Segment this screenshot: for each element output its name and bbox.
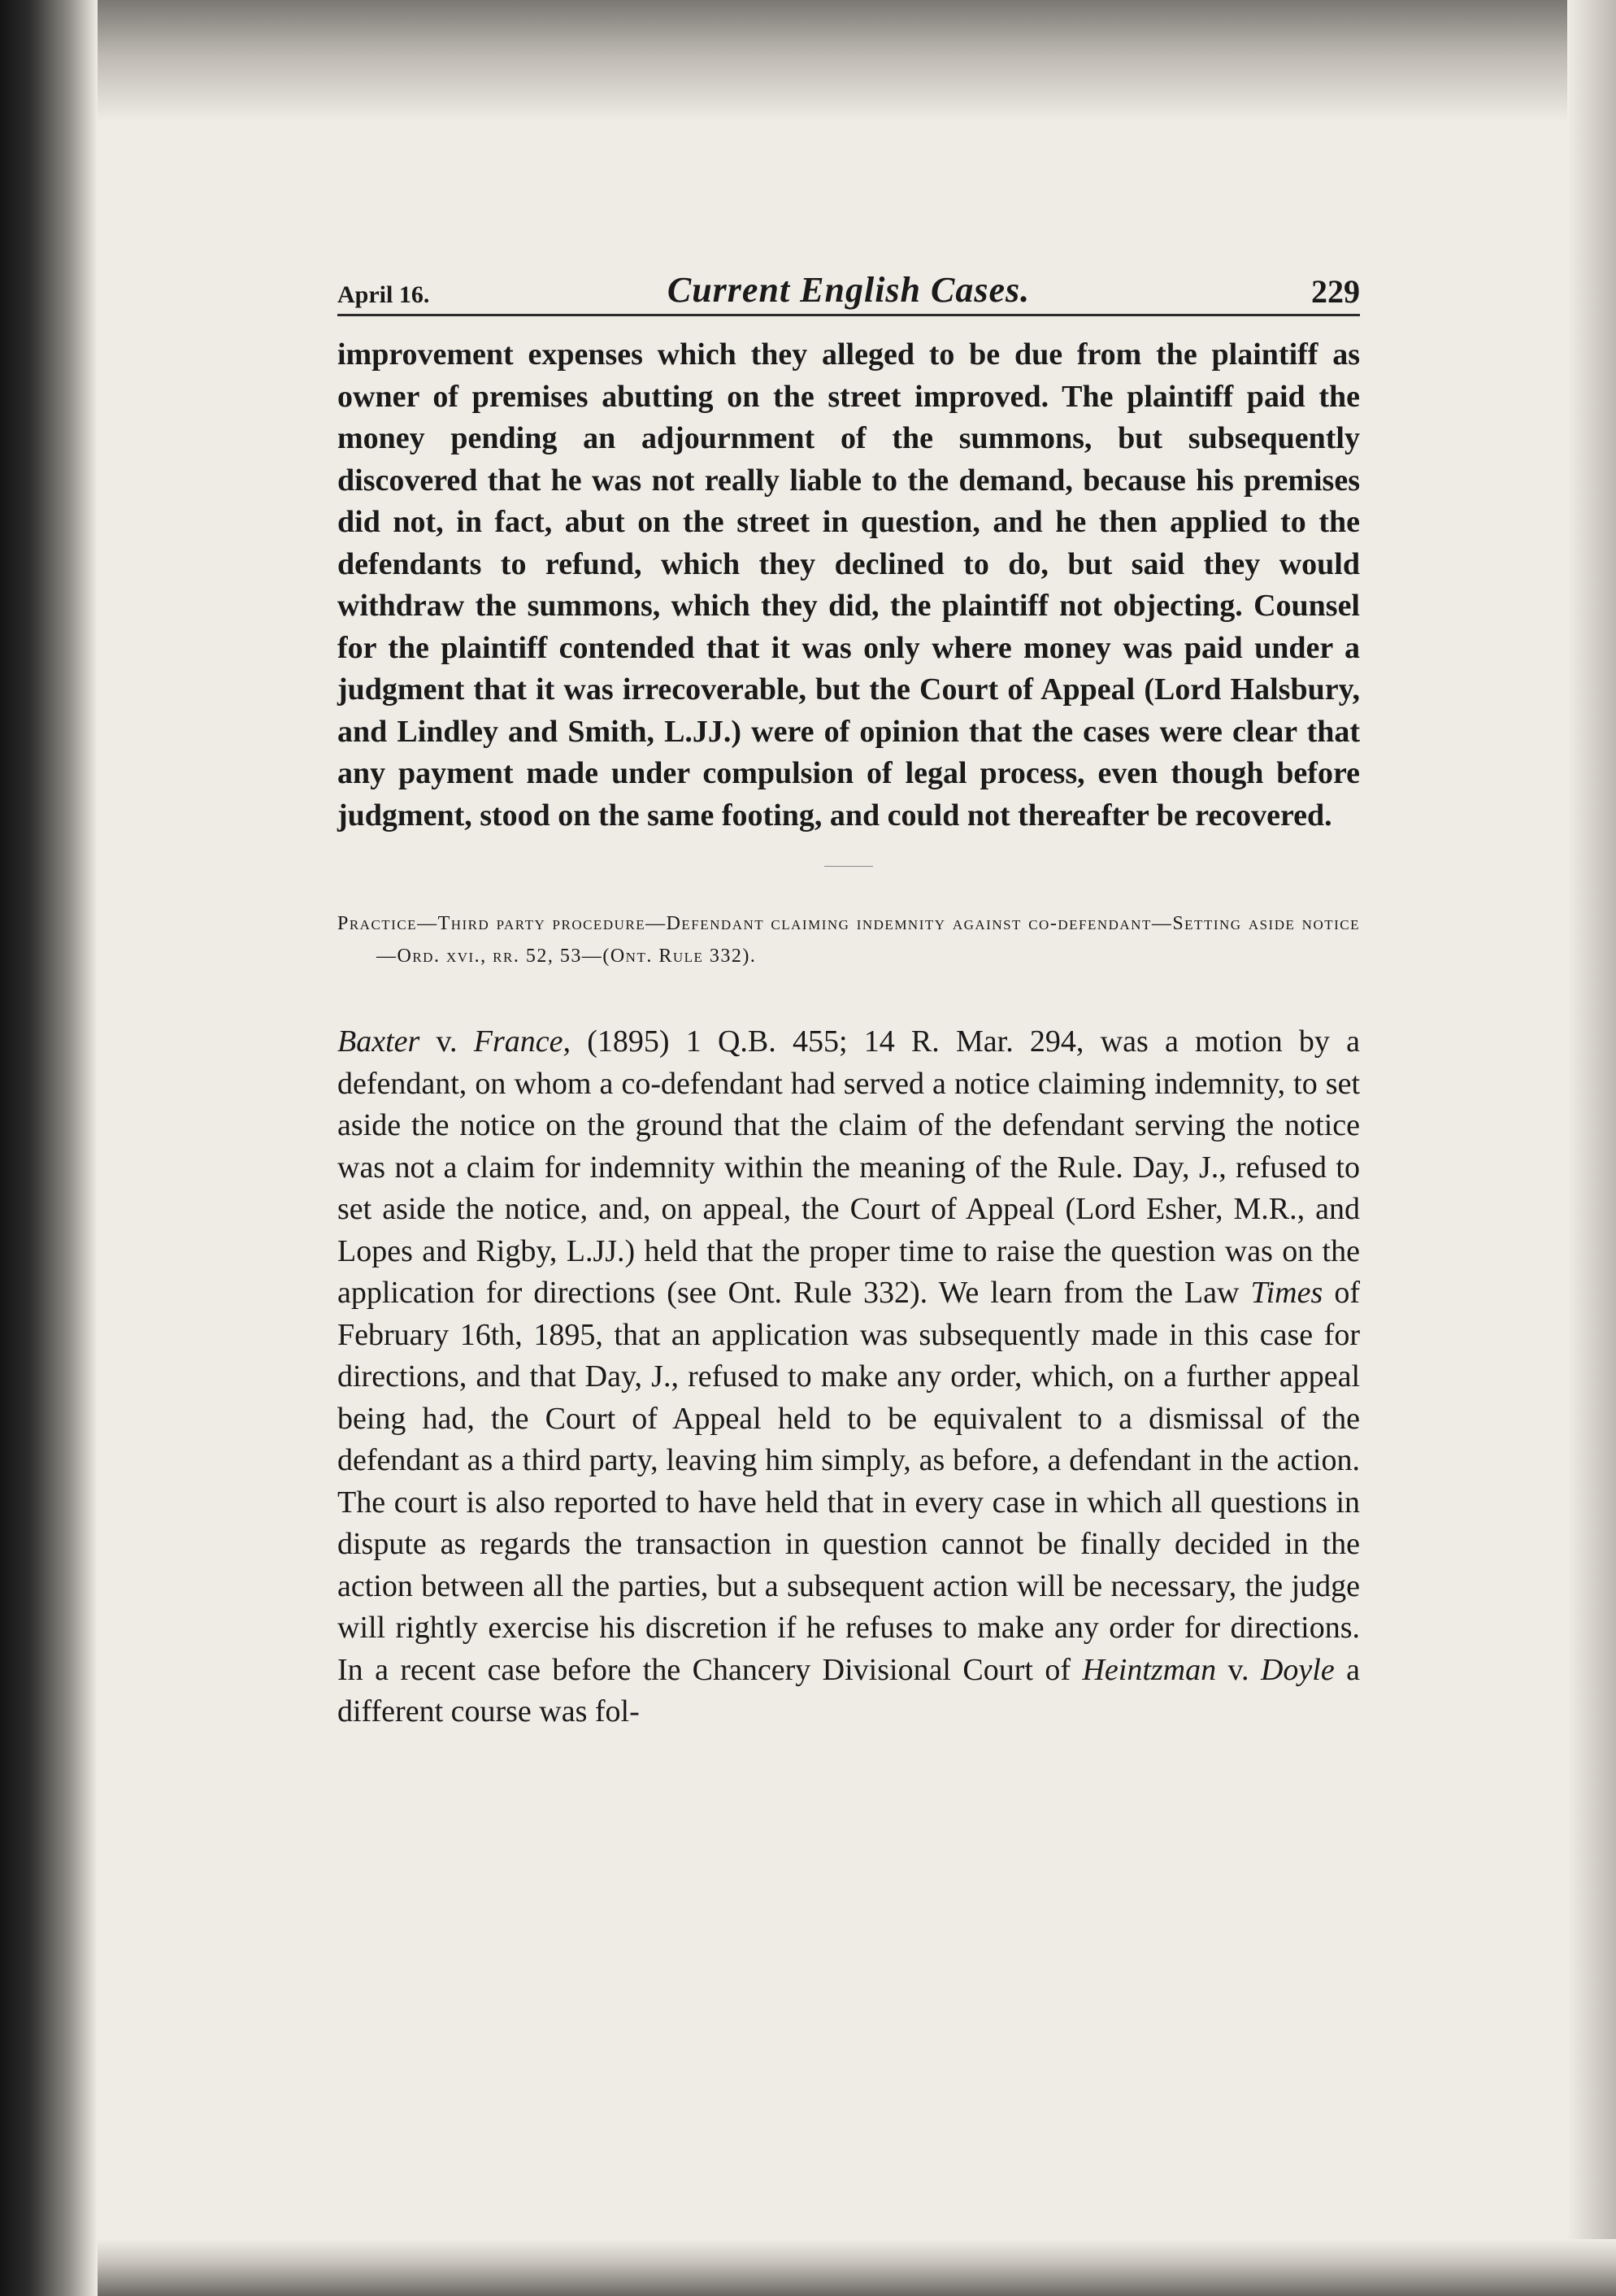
continuation-paragraph: improvement expenses which they alleged to be due from the plaintiff as owner of premises abutting on the street improved. The plaintiff paid the money pending an adjournment of the summons, but subsequently discovered that he was not really liable to the demand, because his premises did not, in fact, abut on the street in question, and he then applied to the defendants to refund, which they declined to do, but said they would withdraw the summons, which they did, the plaintiff not objecting. Counsel for the plaintiff contended that it was only where money was paid under a judgment that it was irrecoverable, but the Court of Appeal (Lord Halsbury, and Lindley and Smith, L.JJ.) were of opinion that the cases were clear that any payment made under compulsion of legal process, even though before judgment, stood on the same footing, and could not thereafter be recovered. [337,337,1360,833]
scan-shadow-right [1567,0,1616,2296]
running-head-date: April 16. [337,281,430,308]
scan-shadow-bottom [0,2239,1616,2296]
case-name-france: France, [473,1024,571,1059]
scan-binding-edge [0,0,98,2296]
case-paragraph [337,1021,1360,1733]
section-divider [824,866,873,867]
page-number: 229 [1311,273,1360,310]
scan-shadow-top [0,0,1616,122]
case-text-1: (1895) 1 Q.B. 455; 14 R. Mar. 294, was a motion by a defendant, on whom a co-defendant had served a notice claiming indemnity, to set aside the notice on the ground that the claim of the defendant serving the notice was not a claim for indemnity within the meaning of the Rule. Day, J., refused to set aside the notice, and, on appeal, the Court of Appeal (Lord Esher, M.R., and Lopes and Rigby, L.JJ.) held that the proper time to raise the question was on the application for directions (see Ont. Rule 332). We learn from the Law [337,1024,1360,1310]
case-text-2: of February 16th, 1895, that an application was subsequently made in this case for directions, and that Day, J., refused to make any order, which, on a further appeal being had, the Court of Appeal held to be equivalent to a dismissal of the defendant as a third party, leaving him simply, as before, a defendant in the action. The court is also reported to have held that in every case in which all questions in dispute as regards the transaction in question cannot be finally decided in the action between all the parties, but a subsequent action will be necessary, the judge will rightly exercise his discretion if he refuses to make any order for directions. In a recent case before the Chancery Divisional Court of [337,1276,1361,1687]
case-versus: v. [419,1024,474,1059]
case-headnote: Practice—Third party procedure—Defendant claiming indemnity against co-defendant—Setting aside notice—Ord. xvi., rr. 52, 53—(Ont. Rule 332). [337,913,1360,967]
case-versus-2: v. [1216,1652,1261,1687]
case-name-baxter: Baxter [337,1024,420,1059]
law-times-title: Times [1250,1276,1323,1310]
case-name-doyle: Doyle [1260,1652,1335,1687]
running-head [337,268,1360,316]
case-text-3: a different course was fol- [337,1652,1360,1729]
running-head-title: Current English Cases. [667,270,1031,310]
case-name-heintzman: Heintzman [1082,1652,1217,1687]
book-page [337,268,1360,1733]
